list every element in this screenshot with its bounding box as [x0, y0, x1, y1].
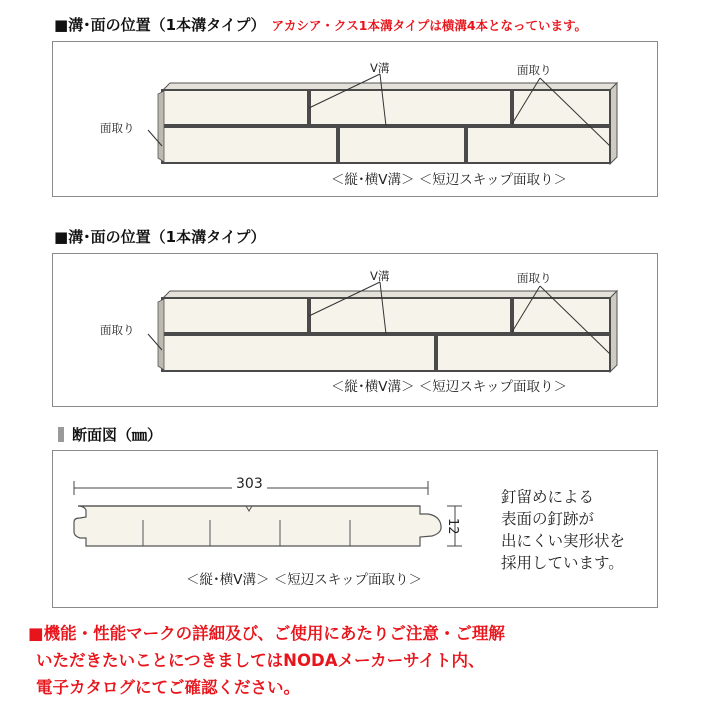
- description-line: 出にくい実形状を: [501, 532, 626, 550]
- section1-note: アカシア・クス1本溝タイプは横溝4本となっています。: [271, 18, 588, 33]
- description-line: 表面の釘跡が: [501, 510, 595, 528]
- notice-line: ■機能・性能マークの詳細及び、ご使用にあたりご注意・ご理解: [28, 624, 505, 643]
- board-profile: [74, 506, 441, 546]
- section2-label-chamfer-left: 面取り: [100, 323, 135, 337]
- section1-caption: ＜縦･横V溝＞ ＜短辺スキップ面取り＞: [331, 172, 568, 188]
- dimension-width-label: 303: [232, 476, 267, 492]
- section1-label-chamfer-left: 面取り: [100, 121, 135, 135]
- section3-title-text: 断面図（㎜）: [72, 426, 163, 444]
- section1-title-text: ■溝･面の位置（1本溝タイプ）: [54, 16, 266, 34]
- section2-title: ■溝･面の位置（1本溝タイプ）: [54, 228, 266, 246]
- description-line: 釘留めによる: [501, 488, 595, 506]
- section1-label-chamfer-top: 面取り: [517, 63, 552, 77]
- notice-line: 電子カタログにてご確認ください。: [36, 678, 300, 697]
- section3-description: [501, 486, 625, 574]
- dimension-thickness-label: 12: [445, 518, 460, 535]
- notice-line: いただきたいことにつきましてはNODAメーカーサイト内、: [36, 651, 485, 670]
- section3-caption: ＜縦･横V溝＞ ＜短辺スキップ面取り＞: [186, 572, 423, 588]
- section2-label-vgroove: V溝: [370, 269, 390, 283]
- description-line: 採用しています。: [501, 554, 624, 572]
- section1-label-vgroove: V溝: [370, 61, 390, 75]
- section2-caption: ＜縦･横V溝＞ ＜短辺スキップ面取り＞: [331, 379, 568, 395]
- section2-label-chamfer-top: 面取り: [517, 271, 552, 285]
- notice-block: [28, 620, 505, 701]
